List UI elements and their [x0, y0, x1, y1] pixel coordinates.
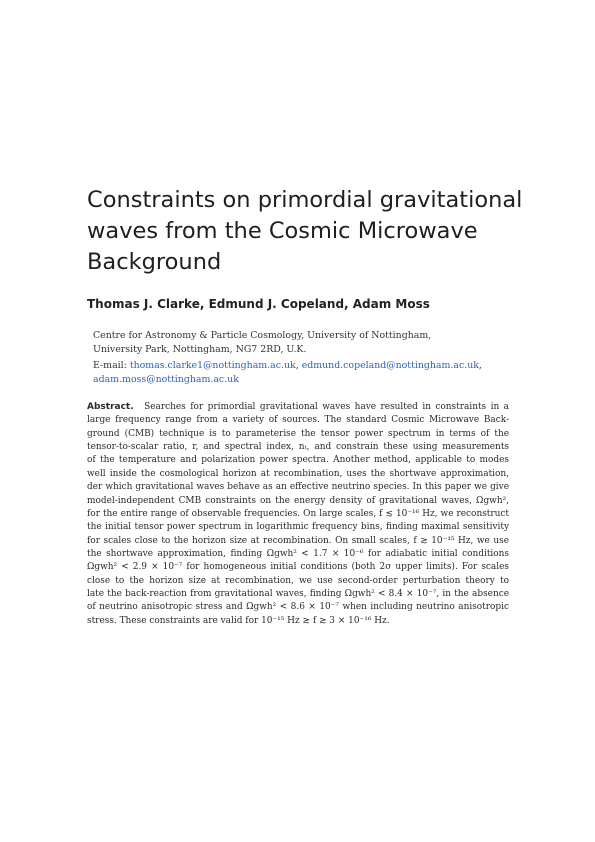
- title-line: Constraints on primordial gravitational: [87, 187, 523, 214]
- email-line: [93, 373, 553, 387]
- paper-title: [87, 185, 557, 278]
- email-link-clarke[interactable]: thomas.clarke1@nottingham.ac.uk: [129, 360, 296, 371]
- abstract-line: late the back-reaction from gravitational waves, finding Ωgwh² < 8.4 × 10⁻⁷, in the absence: [87, 589, 509, 600]
- email-link-moss[interactable]: adam.moss@nottingham.ac.uk: [93, 374, 239, 385]
- abstract-line: the initial tensor power spectrum in logarithmic frequency bins, finding maximal sensitivity: [87, 522, 509, 533]
- abstract-line: for scales close to the horizon size at recombination. On small scales, f ≳ 10⁻¹⁵ Hz, we use: [87, 535, 509, 546]
- affiliation-line: Centre for Astronomy & Particle Cosmology, University of Nottingham,: [93, 330, 432, 341]
- abstract-line: ground (CMB) technique is to parameterise the tensor power spectrum in terms of the: [87, 428, 509, 439]
- email-block: [93, 359, 553, 387]
- abstract-label: Abstract.: [87, 402, 134, 412]
- abstract-line: stress. These constraints are valid for 10⁻¹⁵ Hz ≳ f ≳ 3 × 10⁻¹⁶ Hz.: [87, 615, 390, 626]
- abstract-line: [87, 401, 509, 414]
- email-line: [93, 359, 553, 373]
- abstract-line: Ωgwh² < 2.9 × 10⁻⁷ for homogeneous initial conditions (both 2σ upper limits). For scales: [87, 562, 509, 573]
- abstract-line: of the temperature and polarization power spectra. Another method, applicable to modes: [87, 455, 509, 466]
- abstract-line: well inside the cosmological horizon at recombination, uses the shortwave approximation,: [87, 468, 509, 479]
- abstract-line: model-independent CMB constraints on the energy density of gravitational waves, Ωgwh²,: [87, 495, 509, 506]
- abstract: [87, 401, 509, 628]
- abstract-line: the shortwave approximation, finding Ωgwh² < 1.7 × 10⁻⁶ for adiabatic initial conditions: [87, 548, 509, 559]
- email-label: E-mail:: [93, 360, 127, 371]
- abstract-line: large frequency range from a variety of sources. The standard Cosmic Microwave Back-: [87, 415, 509, 426]
- abstract-text: Searches for primordial gravitational waves have resulted in constraints in a: [144, 402, 509, 412]
- affiliation: [93, 329, 553, 357]
- abstract-line: for the entire range of observable frequencies. On large scales, f ≲ 10⁻¹⁶ Hz, we reconstruct: [87, 508, 509, 519]
- email-separator: ,: [295, 360, 299, 371]
- title-line: waves from the Cosmic Microwave: [87, 218, 478, 245]
- abstract-line: of neutrino anisotropic stress and Ωgwh² < 8.6 × 10⁻⁷ when including neutrino anisotropic: [87, 602, 509, 613]
- abstract-line: tensor-to-scalar ratio, r, and spectral index, nₜ, and constrain these using measurements: [87, 442, 509, 453]
- email-link-copeland[interactable]: edmund.copeland@nottingham.ac.uk: [301, 360, 479, 371]
- abstract-line: der which gravitational waves behave as an effective neutrino species. In this paper we give: [87, 482, 509, 493]
- affiliation-line: University Park, Nottingham, NG7 2RD, U.K.: [93, 344, 307, 355]
- email-separator: ,: [478, 360, 482, 371]
- author-list: Thomas J. Clarke, Edmund J. Copeland, Adam Moss: [87, 297, 430, 311]
- abstract-line: close to the horizon size at recombination, we use second-order perturbation theory to: [87, 575, 509, 586]
- title-line: Background: [87, 249, 222, 276]
